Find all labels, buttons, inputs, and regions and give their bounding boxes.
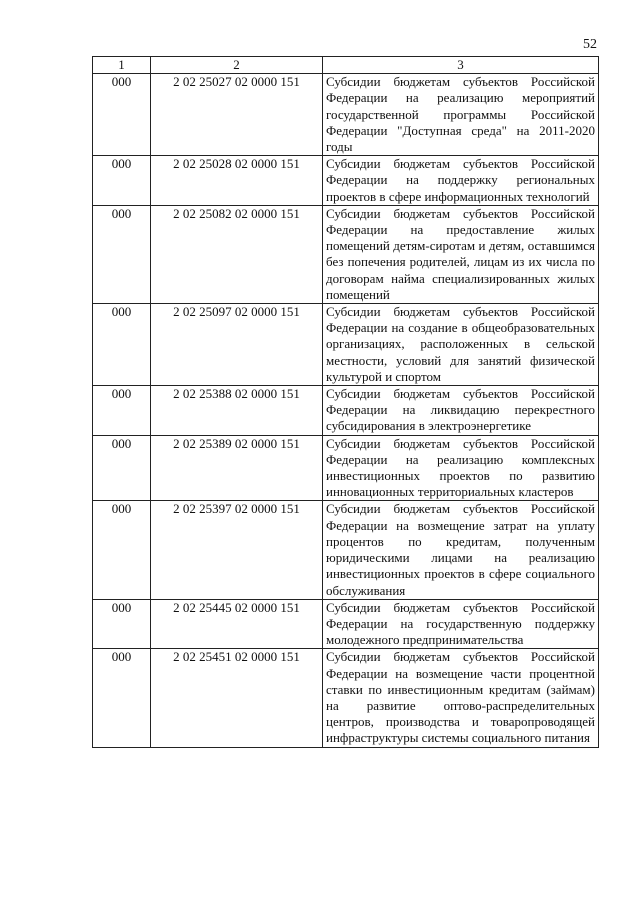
revenue-name-cell: Субсидии бюджетам субъектов Российской Федерации на предоставление жилых помещений детям-сиротам и детям, оставшимся без попечения родителей, лицам из их числа по договорам найма специализированных жилых помещений: [323, 205, 599, 303]
table-row: [93, 386, 599, 436]
budget-code-cell: 2 02 25445 02 0000 151: [151, 599, 323, 649]
admin-code-cell: 000: [93, 599, 151, 649]
table-row: [93, 156, 599, 206]
revenue-name-cell: Субсидии бюджетам субъектов Российской Федерации на поддержку региональных проектов в сфере информационных технологий: [323, 156, 599, 206]
revenue-name-cell: Субсидии бюджетам субъектов Российской Федерации на реализацию комплексных инвестиционных проектов по развитию инновационных территориальных кластеров: [323, 435, 599, 501]
budget-code-cell: 2 02 25451 02 0000 151: [151, 649, 323, 747]
revenue-name-cell: Субсидии бюджетам субъектов Российской Федерации на возмещение затрат на уплату процентов по кредитам, полученным юридическими лицами на реализацию инвестиционных проектов в сфере социального обслуживания: [323, 501, 599, 599]
admin-code-cell: 000: [93, 304, 151, 386]
revenue-name-cell: Субсидии бюджетам субъектов Российской Федерации на возмещение части процентной ставки по инвестиционным кредитам (займам) на развитие оптово-распределительных центров, производства и товаропроводящей инфраструктуры системы социального питания: [323, 649, 599, 747]
budget-code-cell: 2 02 25027 02 0000 151: [151, 74, 323, 156]
table-row: [93, 435, 599, 501]
admin-code-cell: 000: [93, 501, 151, 599]
table-row: [93, 599, 599, 649]
revenue-name-cell: Субсидии бюджетам субъектов Российской Федерации на государственную поддержку молодежного предпринимательства: [323, 599, 599, 649]
admin-code-cell: 000: [93, 156, 151, 206]
admin-code-cell: 000: [93, 205, 151, 303]
table-row: [93, 649, 599, 747]
budget-revenue-table: [92, 56, 599, 748]
admin-code-cell: 000: [93, 649, 151, 747]
budget-code-cell: 2 02 25389 02 0000 151: [151, 435, 323, 501]
budget-code-cell: 2 02 25388 02 0000 151: [151, 386, 323, 436]
column-header-2: 2: [151, 57, 323, 74]
budget-code-cell: 2 02 25097 02 0000 151: [151, 304, 323, 386]
table-row: [93, 74, 599, 156]
budget-code-cell: 2 02 25082 02 0000 151: [151, 205, 323, 303]
column-header-3: 3: [323, 57, 599, 74]
table-row: [93, 304, 599, 386]
revenue-name-cell: Субсидии бюджетам субъектов Российской Федерации на ликвидацию перекрестного субсидирования в электроэнергетике: [323, 386, 599, 436]
revenue-name-cell: Субсидии бюджетам субъектов Российской Федерации на создание в общеобразовательных организациях, расположенных в сельской местности, условий для занятий физической культурой и спортом: [323, 304, 599, 386]
admin-code-cell: 000: [93, 435, 151, 501]
table-row: [93, 501, 599, 599]
table-row: [93, 205, 599, 303]
revenue-name-cell: Субсидии бюджетам субъектов Российской Федерации на реализацию мероприятий государственной программы Российской Федерации "Доступная среда" на 2011-2020 годы: [323, 74, 599, 156]
page-number: 52: [583, 37, 597, 52]
budget-code-cell: 2 02 25397 02 0000 151: [151, 501, 323, 599]
table-header-row: [93, 57, 599, 74]
budget-code-cell: 2 02 25028 02 0000 151: [151, 156, 323, 206]
admin-code-cell: 000: [93, 386, 151, 436]
column-header-1: 1: [93, 57, 151, 74]
admin-code-cell: 000: [93, 74, 151, 156]
